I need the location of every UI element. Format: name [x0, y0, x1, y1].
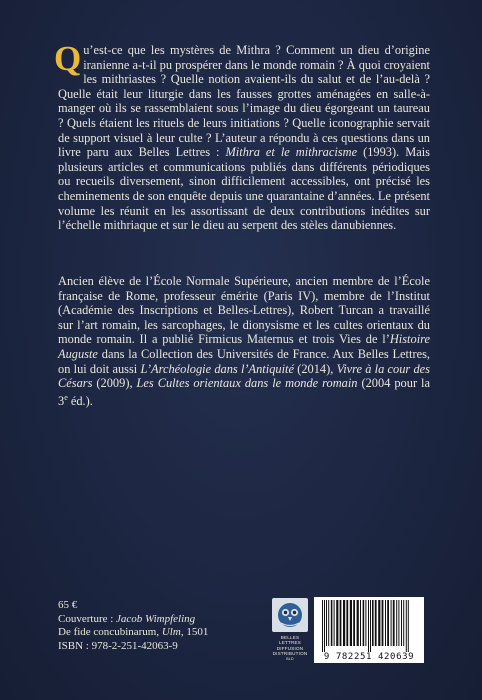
book-summary	[54, 39, 431, 233]
colophon	[58, 599, 278, 653]
barcode-bar	[346, 600, 348, 646]
logo-line-1: BELLES LETTRES	[278, 635, 302, 646]
barcode-bar	[368, 600, 369, 652]
barcode-bar	[357, 600, 359, 646]
author-bio-segment: (2004 pour la 3	[58, 376, 430, 408]
barcode-bar	[350, 600, 352, 646]
barcode-bar	[360, 600, 361, 646]
barcode-bar	[365, 600, 366, 646]
author-bio-segment: dans la Collection des Universités de France. Aux Belles Lettres, on lui doit aussi	[58, 346, 430, 376]
barcode-bar	[326, 600, 327, 646]
barcode-bar	[403, 600, 404, 646]
barcode-bars	[314, 600, 424, 654]
barcode-bar	[378, 600, 380, 646]
cover-credit	[58, 613, 278, 627]
barcode-bar	[408, 600, 409, 652]
belles-lettres-owl-logo-icon	[272, 598, 308, 632]
barcode	[314, 597, 424, 663]
author-bio-segment: (2014),	[293, 361, 337, 376]
barcode-bar	[328, 600, 329, 646]
author-biography	[58, 274, 430, 408]
barcode-bar	[398, 600, 399, 646]
author-bio-segment: Les Cultes orientaux dans le monde romain	[136, 376, 358, 391]
cover-work	[58, 626, 278, 640]
barcode-bar	[385, 600, 386, 646]
barcode-bar	[324, 600, 325, 652]
barcode-bar	[334, 600, 335, 646]
author-bio-segment: éd.).	[67, 393, 93, 408]
barcode-bar	[401, 600, 402, 646]
barcode-bar	[382, 600, 384, 646]
cover-work-place: Ulm	[161, 626, 181, 639]
summary-segment: Mithra et le mithracisme	[225, 145, 358, 160]
barcode-bar	[343, 600, 345, 646]
logo-small-text: BLD	[286, 656, 294, 661]
dropcap-letter: Q	[54, 39, 82, 78]
barcode-bar	[322, 600, 323, 652]
author-bio-segment: e	[64, 392, 68, 402]
barcode-bar	[391, 600, 392, 646]
summary-segment: (1993). Mais plusieurs articles et communications publiés dans différents périodiques ou recueils diversement, sinon difficilement accessibles, ont précisé les cheminements de son enquête depuis une quarantaine d’années. Le présent volume les réunit en les assortissant de deux contributions inédites sur l’échelle mithriaque et sur le dieu au serpent des stèles danubiennes.	[58, 145, 431, 233]
barcode-bar	[406, 600, 407, 652]
barcode-bar	[375, 600, 377, 646]
author-bio-segment: L’Archéologie dans l’Antiquité	[140, 361, 294, 376]
cover-work-year: , 1501	[180, 626, 209, 639]
logo-line-2: DIFFUSION	[276, 645, 304, 651]
author-bio-segment: Histoire Auguste	[58, 332, 430, 361]
barcode-bar	[393, 600, 395, 646]
barcode-digits: 9 782251 420639	[323, 652, 415, 662]
barcode-bar	[370, 600, 371, 652]
barcode-bar	[331, 600, 333, 646]
barcode-bar	[396, 600, 397, 646]
barcode-bar	[387, 600, 389, 646]
summary-text	[58, 43, 430, 232]
author-bio-segment: (2009),	[92, 376, 137, 391]
cover-work-title: De fide concubinarum,	[58, 626, 162, 639]
cover-artist: Jacob Wimpfeling	[116, 612, 196, 625]
price: 65 €	[58, 599, 78, 611]
summary-segment: u’est-ce que les mystères de Mithra ? Comment un dieu d’origine iranienne a-t-il pu prospérer dans le monde romain ? À quoi croyaient les mithriastes ? Quelle notion avaient-ils du salut et de l’au-delà ? Quelle était leur liturgie dans les fausses grottes aménagées en salle-à-manger où ils se rassemblaient sous l’image du dieu égorgeant un taureau ? Quels étaient les rituels de leurs initiations ? Quelle iconographie servait de support visuel à leur culte ? L’auteur a répondu à ces questions dans un livre paru aux Belles Lettres :	[58, 43, 430, 160]
barcode-bar	[340, 600, 342, 646]
barcode-bar	[372, 600, 374, 646]
author-bio-segment: Ancien élève de l’École Normale Supérieure, ancien membre de l’École française de Rome, professeur émérite (Paris IV), membre de l’Institut (Académie des Inscriptions et Belles-Lettres), Robert Turcan a travaillé sur l’art romain, les sarcophages, le dionysisme et les cultes orientaux du monde romain. Il a publié Firmicus Maternus et trois Vies de l’	[58, 274, 430, 347]
publisher-logo	[272, 598, 308, 666]
cover-credit-label: Couverture :	[58, 612, 117, 625]
barcode-bar	[336, 600, 338, 646]
publisher-logo-text	[272, 635, 308, 662]
author-bio-segment: Vivre à la cour des Césars	[58, 361, 430, 391]
barcode-bar	[353, 600, 355, 646]
logo-line-3: DISTRIBUTION	[272, 651, 308, 657]
barcode-bar	[363, 600, 365, 646]
isbn: ISBN : 978-2-251-42063-9	[58, 639, 178, 652]
